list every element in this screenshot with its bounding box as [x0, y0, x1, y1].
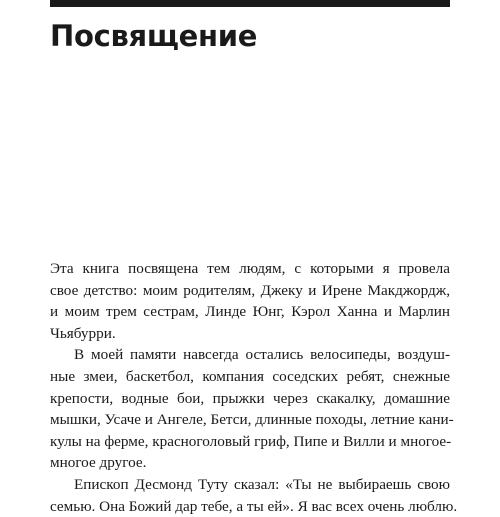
text-line: кулы на ферме, красноголовый гриф, Пипе и Вилли и многое- [50, 432, 452, 450]
text-line: Епископ Десмонд Туту сказал: «Ты не выбираешь свою [74, 475, 450, 493]
paragraph-2 [50, 344, 454, 474]
page-title: Посвящение [50, 19, 258, 53]
dedication-text [50, 258, 458, 517]
text-line: В моей памяти навсегда остались велосипеды, воздуш- [74, 346, 450, 364]
paragraph-1 [50, 258, 450, 344]
text-line: и моим трем сестрам, Линде Юнг, Кэрол Ханна и Марлин [50, 303, 450, 321]
text-line: многое другое. [50, 454, 147, 472]
text-line: свое детство: моим родителям, Джеку и Ирене Макджордж, [50, 281, 450, 299]
text-line: Чьябурри. [50, 324, 116, 342]
text-line: ные змеи, баскетбол, компания соседских ребят, снежные [50, 367, 450, 385]
text-line: семью. Она Божий дар тебе, а ты ей». Я вас всех очень люблю. [50, 497, 458, 515]
top-rule [50, 0, 450, 7]
text-line: мышки, Усаче и Ангеле, Бетси, длинные походы, летние кани- [50, 411, 454, 429]
paragraph-3 [50, 474, 458, 517]
text-line: крепости, водные бои, прыжки через скакалку, домашние [50, 389, 450, 407]
text-line: Эта книга посвящена тем людям, с которыми я провела [50, 260, 450, 277]
